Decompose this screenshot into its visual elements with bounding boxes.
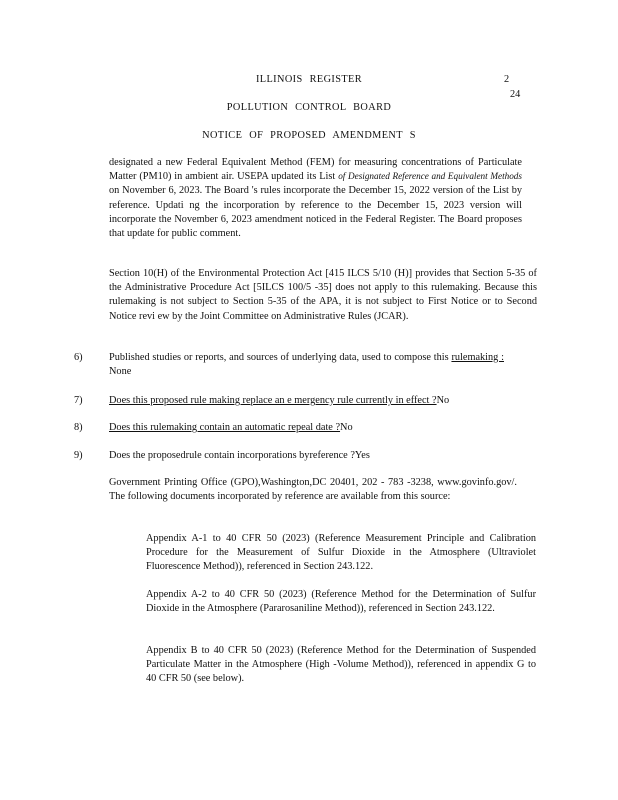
item-8-question: Does this rulemaking contain an automatic repeal date ? <box>109 422 341 433</box>
intro-paragraph-2: Section 10(H) of the Environmental Protection Act [415 ILCS 5/10 (H)] provides that Section 5-35 of the Administrative Procedure Act [5ILCS 100/5 -35] does not apply to this rulemaking. Because this rulemaking is not subject to Section 5-35 of the APA, it is not subject to First Notice or to Second Notice revi ew by the Joint Committee on Administrative Rules (JCAR). <box>109 268 537 322</box>
item-number-6: 6) <box>74 352 83 363</box>
gpo-source-paragraph: Government Printing Office (GPO),Washington,DC 20401, 202 - 783 -3238, www.govinfo.gov/. The following documents incorporated by reference are available from this source: <box>109 477 517 503</box>
item-6-text <box>109 351 504 379</box>
register-title: ILLINOIS REGISTER <box>255 74 363 85</box>
board-title: POLLUTION CONTROL BOARD <box>226 102 392 113</box>
appendix-a1-reference: Appendix A-1 to 40 CFR 50 (2023) (Reference Measurement Principle and Calibration Procedure for the Measurement of Sulfur Dioxide in the Atmosphere (Ultraviolet Fluorescence Method)), referenced in Section 243.122. <box>146 533 536 573</box>
item-6-question: Published studies or reports, and sources of underlying data, used to compose this <box>109 352 449 363</box>
item-8-answer: No <box>340 422 353 433</box>
item-number-8: 8) <box>74 422 83 433</box>
intro-paragraph-1-end: on November 6, 2023. The Board 's rules incorporate the December 15, 2022 version of the List by reference. Updati ng the incorporation by reference to the December 15, 2023 version will incorporate the November 6, 2023 amendment noticed in the Federal Register. The Board proposes that update for public comment. <box>109 185 522 240</box>
item-6-answer: None <box>109 366 132 378</box>
item-8-text <box>109 421 504 435</box>
item-number-9: 9) <box>74 450 83 461</box>
item-7-answer: No <box>436 395 450 406</box>
intro-paragraph-1 <box>109 156 522 241</box>
page-number-line-2: 24 <box>510 89 521 100</box>
item-6-underlined: rulemaking : <box>451 352 504 363</box>
page-number-line-1: 2 <box>504 74 510 85</box>
intro-paragraph-1-start: designated a new Federal Equivalent Method (FEM) for measuring concentrations of Particulate Matter (PM10) in ambient air. USEPA updated its List <box>109 157 522 183</box>
item-7-question: Does this proposed rule making replace an e mergency rule currently in effect ? <box>109 395 437 406</box>
item-9-text: Does the proposedrule contain incorporations byreference ?Yes <box>109 450 370 461</box>
notice-title: NOTICE OF PROPOSED AMENDMENT S <box>202 130 416 141</box>
appendix-a2-reference: Appendix A-2 to 40 CFR 50 (2023) (Reference Method for the Determination of Sulfur Dioxide in the Atmosphere (Pararosaniline Method)), referenced in Section 243.122. <box>146 589 536 615</box>
list-title-italic: of Designated Reference and Equivalent Methods <box>338 171 522 182</box>
item-7-text <box>109 394 504 408</box>
item-number-7: 7) <box>74 395 83 406</box>
appendix-b-reference: Appendix B to 40 CFR 50 (2023) (Reference Method for the Determination of Suspended Particulate Matter in the Atmosphere (High -Volume Method)), referenced in appendix G to 40 CFR 50 (see below). <box>146 645 536 685</box>
